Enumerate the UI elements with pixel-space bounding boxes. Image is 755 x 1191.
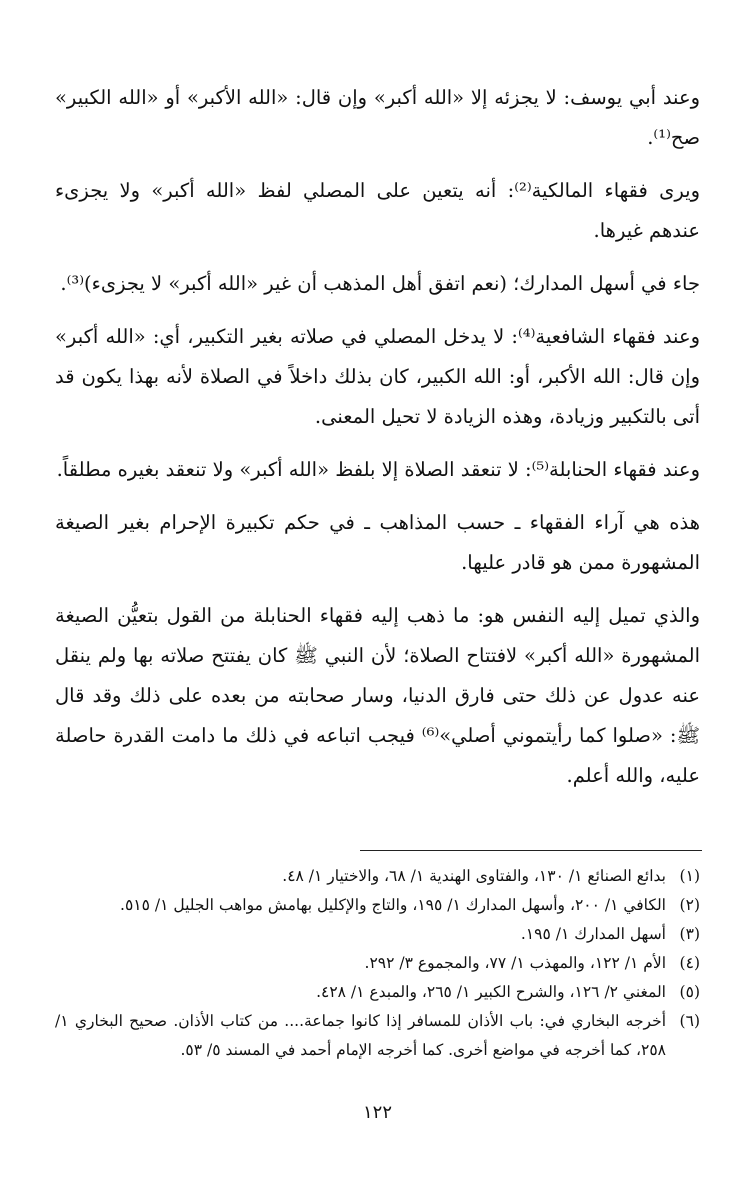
footnote bbox=[55, 891, 700, 920]
paragraph: والذي تميل إليه النفس هو: ما ذهب إليه فقهاء الحنابلة من القول بتعيُّن الصيغة المشهورة «الله أكبر» لافتتاح الصلاة؛ لأن النبي ﷺ كان يفتتح صلاته بها ولم ينقل عنه عدول عن ذلك حتى فارق الدنيا، وسار صحابته من بعده على ذلك وقد قال ﷺ: «صلوا كما رأيتموني أصلي»⁽⁶⁾ فيجب اتباعه في ذلك ما دامت القدرة حاصلة عليه، والله أعلم. bbox=[55, 604, 700, 787]
paragraph: وعند فقهاء الحنابلة⁽⁵⁾: لا تنعقد الصلاة إلا بلفظ «الله أكبر» ولا تنعقد بغيره مطلقاً. bbox=[56, 458, 700, 481]
footnote-text: بدائع الصنائع ١/ ١٣٠، والفتاوى الهندية ١/ ٦٨، والاختيار ١/ ٤٨. bbox=[282, 867, 666, 885]
footnote-number: (٤) bbox=[679, 954, 700, 972]
footnote-text: أخرجه البخاري في: باب الأذان للمسافر إذا كانوا جماعة.... من كتاب الأذان. صحيح البخاري ١/ ٢٥٨، كما أخرجه في مواضع أخرى. كما أخرجه الإمام أحمد في المسند ٥/ ٥٣. bbox=[55, 1012, 666, 1059]
footnote-separator bbox=[360, 850, 702, 851]
footnote-number: (٣) bbox=[679, 925, 700, 943]
page-number: ١٢٢ bbox=[362, 1102, 392, 1123]
footnote-number: (٥) bbox=[679, 983, 700, 1001]
footnote bbox=[55, 978, 700, 1007]
footnote-number: (٦) bbox=[679, 1012, 700, 1030]
footnote bbox=[55, 862, 700, 891]
footnotes bbox=[55, 862, 700, 1065]
footnote-text: المغني ٢/ ١٢٦، والشرح الكبير ١/ ٢٦٥، والمبدع ١/ ٤٢٨. bbox=[316, 983, 666, 1001]
paragraph: ويرى فقهاء المالكية⁽²⁾: أنه يتعين على المصلي لفظ «الله أكبر» ولا يجزىء عندهم غيرها. bbox=[55, 179, 700, 242]
footnote-text: الأم ١/ ١٢٢، والمهذب ١/ ٧٧، والمجموع ٣/ ٢٩٢. bbox=[364, 954, 666, 972]
footnote-text: أسهل المدارك ١/ ١٩٥. bbox=[520, 925, 666, 943]
paragraph: وعند فقهاء الشافعية⁽⁴⁾: لا يدخل المصلي في صلاته بغير التكبير، أي: «الله أكبر» وإن قال: الله الأكبر، أو: الله الكبير، كان بذلك داخلاً في الصلاة لأنه بهذا يكون قد أتى بالتكبير وزيادة، وهذه الزيادة لا تحيل المعنى. bbox=[55, 325, 700, 428]
footnote bbox=[55, 920, 700, 949]
main-text bbox=[55, 78, 700, 809]
footnote bbox=[55, 949, 700, 978]
footnote-text: الكافي ١/ ٢٠٠، وأسهل المدارك ١/ ١٩٥، والتاج والإكليل بهامش مواهب الجليل ١/ ٥١٥. bbox=[120, 896, 666, 914]
footnote bbox=[55, 1007, 700, 1065]
paragraph: هذه هي آراء الفقهاء ـ حسب المذاهب ـ في حكم تكبيرة الإحرام بغير الصيغة المشهورة ممن هو قادر عليها. bbox=[55, 511, 700, 574]
paragraph: وعند أبي يوسف: لا يجزئه إلا «الله أكبر» وإن قال: «الله الأكبر» أو «الله الكبير» صح⁽¹⁾. bbox=[55, 86, 700, 149]
footnote-number: (١) bbox=[679, 867, 700, 885]
footnote-number: (٢) bbox=[679, 896, 700, 914]
paragraph: جاء في أسهل المدارك؛ (نعم اتفق أهل المذهب أن غير «الله أكبر» لا يجزىء)⁽³⁾. bbox=[60, 272, 700, 295]
